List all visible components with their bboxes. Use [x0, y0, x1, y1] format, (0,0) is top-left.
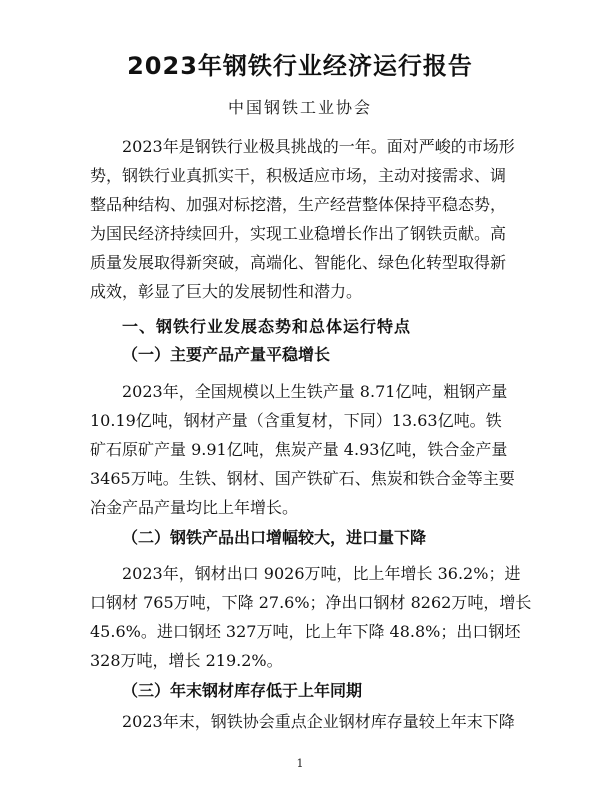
- intro-line: 为国民经济持续回升，实现工业稳增长作出了钢铁贡献。高: [90, 224, 507, 243]
- body-line: 2023年，全国规模以上生铁产量 8.71亿吨，粗钢产量: [122, 382, 508, 401]
- body-line: 3465万吨。生铁、钢材、国产铁矿石、焦炭和铁合金等主要: [90, 469, 515, 488]
- body-line: 2023年末，钢铁协会重点企业钢材库存量较上年末下降: [122, 712, 515, 731]
- intro-line: 质量发展取得新突破，高端化、智能化、绿色化转型取得新: [90, 253, 507, 272]
- body-line: 45.6%。进口钢坯 327万吨，比上年下降 48.8%；出口钢坯: [90, 622, 521, 641]
- page-number: 1: [296, 757, 304, 770]
- body-line: 10.19亿吨，钢材产量（含重复材，下同）13.63亿吨。铁: [90, 411, 502, 430]
- intro-line: 2023年是钢铁行业极具挑战的一年。面对严峻的市场形: [122, 137, 515, 156]
- intro-line: 整品种结构、加强对标挖潜，生产经营整体保持平稳态势，: [90, 195, 507, 214]
- subsection-heading: （二）钢铁产品出口增幅较大，进口量下降: [122, 528, 427, 547]
- intro-line: 成效，彰显了巨大的发展韧性和潜力。: [90, 282, 363, 301]
- body-line: 矿石原矿产量 9.91亿吨，焦炭产量 4.93亿吨，铁合金产量: [90, 440, 508, 459]
- body-line: 2023年，钢材出口 9026万吨，比上年增长 36.2%；进: [122, 564, 521, 583]
- intro-line: 势，钢铁行业真抓实干，积极适应市场，主动对接需求、调: [90, 166, 507, 185]
- body-line: 328万吨，增长 219.2%。: [90, 651, 283, 670]
- section-heading: 一、钢铁行业发展态势和总体运行特点: [122, 317, 412, 336]
- subsection-heading: （一）主要产品产量平稳增长: [122, 345, 331, 364]
- body-line: 口钢材 765万吨，下降 27.6%；净出口钢材 8262万吨，增长: [90, 593, 532, 612]
- document-author: 中国钢铁工业协会: [227, 98, 372, 117]
- document-title: 2023年钢铁行业经济运行报告: [127, 52, 473, 80]
- body-line: 冶金产品产量均比上年增长。: [90, 498, 299, 517]
- subsection-heading: （三）年末钢材库存低于上年同期: [122, 681, 363, 700]
